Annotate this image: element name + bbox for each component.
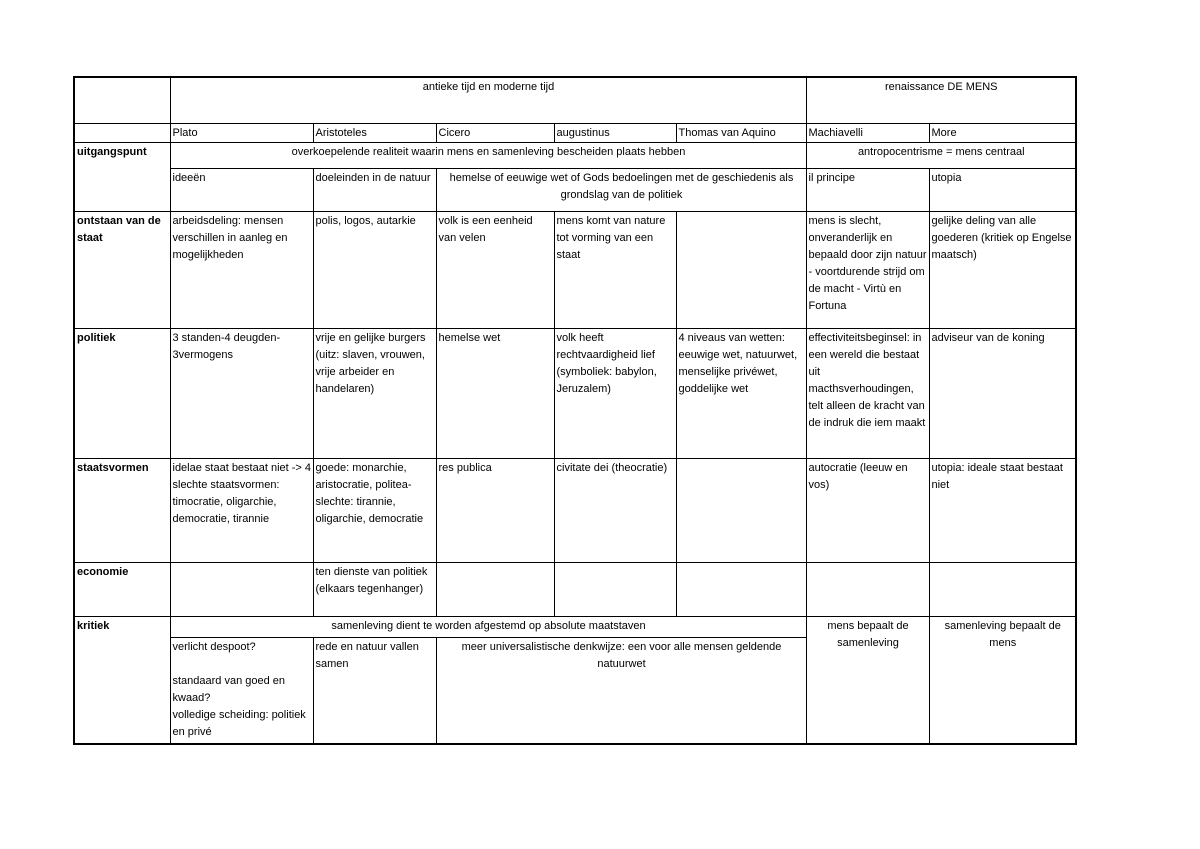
row-label-ontstaan: ontstaan van de staat [74, 211, 170, 328]
ontstaan-cicero: volk is een eenheid van velen [436, 211, 554, 328]
row-label-staatsvormen: staatsvormen [74, 458, 170, 562]
economie-thomas [676, 562, 806, 616]
col-header-plato: Plato [170, 123, 313, 142]
row-label-economie: economie [74, 562, 170, 616]
economie-aristoteles: ten dienste van politiek (elkaars tegenhanger) [313, 562, 436, 616]
staatsvormen-aristoteles: goede: monarchie, aristocratie, politea- slechte: tirannie, oligarchie, democratie [313, 458, 436, 562]
col-header-augustinus: augustinus [554, 123, 676, 142]
ontstaan-plato: arbeidsdeling: mensen verschillen in aanleg en mogelijkheden [170, 211, 313, 328]
col-header-aristoteles: Aristoteles [313, 123, 436, 142]
staatsvormen-plato: idelae staat bestaat niet -> 4 slechte staatsvormen: timocratie, oligarchie, democratie, tirannie [170, 458, 313, 562]
corner-cell-2 [74, 123, 170, 142]
kritiek-plato-line-1: verlicht despoot? [172, 640, 256, 653]
kritiek-plato-line-2: standaard van goed en kwaad? [172, 674, 286, 704]
corner-cell [74, 77, 170, 123]
kritiek-machiavelli: mens bepaalt de samenleving [806, 616, 929, 744]
row-label-uitgangspunt: uitgangspunt [74, 142, 170, 211]
staatsvormen-cicero: res publica [436, 458, 554, 562]
group-header-renaissance: renaissance DE MENS [806, 77, 1076, 123]
uitgangspunt-cicero-thomas: hemelse of eeuwige wet of Gods bedoelingen met de geschiedenis als grondslag van de politiek [436, 168, 806, 211]
kritiek-plato-line-3: volledige scheiding: politiek en privé [172, 708, 306, 738]
kritiek-span-antiek: samenleving dient te worden afgestemd op absolute maatstaven [170, 616, 806, 637]
ontstaan-more: gelijke deling van alle goederen (kritiek op Engelse maatsch) [929, 211, 1076, 328]
ontstaan-thomas [676, 211, 806, 328]
col-header-thomas: Thomas van Aquino [676, 123, 806, 142]
economie-machiavelli [806, 562, 929, 616]
row-label-politiek: politiek [74, 328, 170, 458]
politiek-thomas: 4 niveaus van wetten: eeuwige wet, natuurwet, menselijke privéwet, goddelijke wet [676, 328, 806, 458]
politiek-more: adviseur van de koning [929, 328, 1076, 458]
uitgangspunt-span-renaissance: antropocentrisme = mens centraal [806, 142, 1076, 168]
comparison-table [73, 76, 1077, 745]
ontstaan-machiavelli: mens is slecht, onveranderlijk en bepaald door zijn natuur - voortdurende strijd om de macht - Virtù en Fortuna [806, 211, 929, 328]
staatsvormen-augustinus: civitate dei (theocratie) [554, 458, 676, 562]
economie-augustinus [554, 562, 676, 616]
kritiek-more: samenleving bepaalt de mens [929, 616, 1076, 744]
ontstaan-augustinus: mens komt van nature tot vorming van een staat [554, 211, 676, 328]
uitgangspunt-machiavelli: il principe [806, 168, 929, 211]
uitgangspunt-span-antiek: overkoepelende realiteit waarin mens en samenleving bescheiden plaats hebben [170, 142, 806, 168]
politiek-augustinus: volk heeft rechtvaardigheid lief (symboliek: babylon, Jeruzalem) [554, 328, 676, 458]
kritiek-cicero-thomas: meer universalistische denkwijze: een voor alle mensen geldende natuurwet [436, 637, 806, 744]
group-header-antiek: antieke tijd en moderne tijd [170, 77, 806, 123]
col-header-more: More [929, 123, 1076, 142]
staatsvormen-thomas [676, 458, 806, 562]
ontstaan-aristoteles: polis, logos, autarkie [313, 211, 436, 328]
politiek-plato: 3 standen-4 deugden-3vermogens [170, 328, 313, 458]
staatsvormen-more: utopia: ideale staat bestaat niet [929, 458, 1076, 562]
economie-cicero [436, 562, 554, 616]
politiek-cicero: hemelse wet [436, 328, 554, 458]
politiek-machiavelli: effectiviteitsbeginsel: in een wereld die bestaat uit macthsverhoudingen, telt alleen de kracht van de indruk die iem maakt [806, 328, 929, 458]
economie-plato [170, 562, 313, 616]
kritiek-plato [170, 637, 313, 744]
economie-more [929, 562, 1076, 616]
uitgangspunt-plato: ideeën [170, 168, 313, 211]
col-header-machiavelli: Machiavelli [806, 123, 929, 142]
kritiek-aristoteles: rede en natuur vallen samen [313, 637, 436, 744]
politiek-aristoteles: vrije en gelijke burgers (uitz: slaven, vrouwen, vrije arbeider en handelaren) [313, 328, 436, 458]
col-header-cicero: Cicero [436, 123, 554, 142]
staatsvormen-machiavelli: autocratie (leeuw en vos) [806, 458, 929, 562]
uitgangspunt-aristoteles: doeleinden in de natuur [313, 168, 436, 211]
uitgangspunt-more: utopia [929, 168, 1076, 211]
row-label-kritiek: kritiek [74, 616, 170, 744]
